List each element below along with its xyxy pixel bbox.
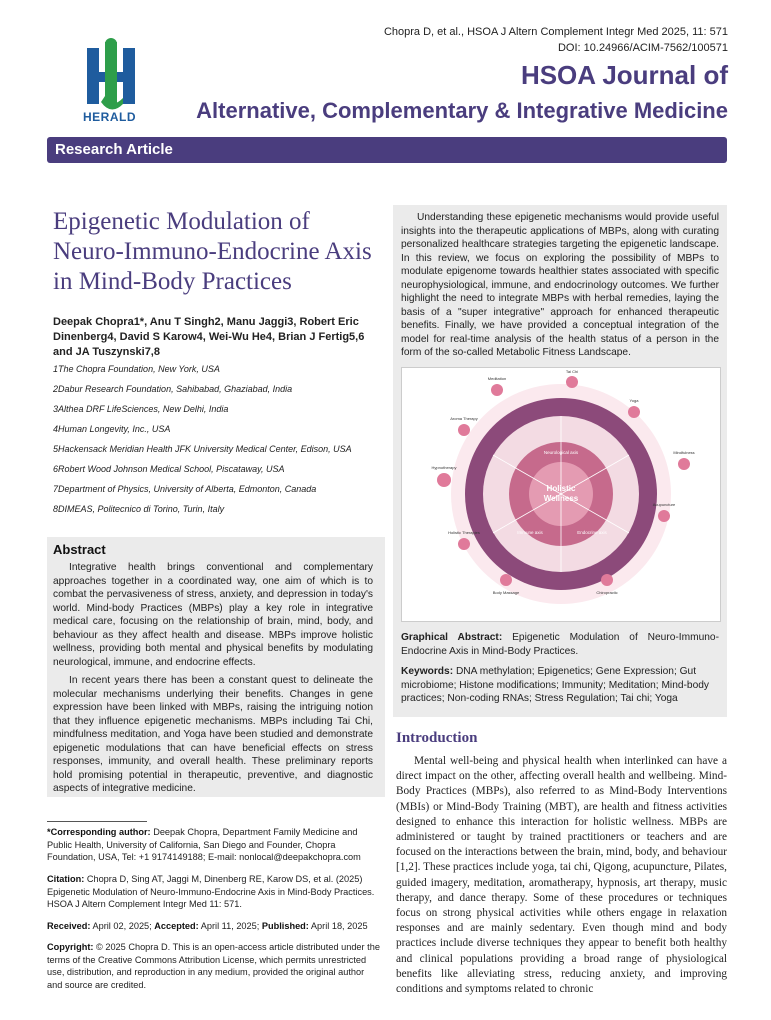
article-title: Epigenetic Modulation of Neuro-Immuno-Endocrine Axis in Mind-Body Practices — [53, 208, 372, 295]
affiliation: 5Hackensack Meridian Health JFK University Medical Center, Edison, USA — [53, 444, 352, 454]
practice-label: Body Massage — [492, 590, 520, 595]
graphical-abstract-text: Epigenetic Modulation of Neuro-Immuno-Endocrine Axis in Mind-Body Practices. — [401, 632, 719, 657]
received-date: April 02, 2025; — [92, 921, 152, 931]
corresponding-author — [47, 826, 380, 864]
affiliation: 3Althea DRF LifeSciences, New Delhi, India — [53, 404, 229, 414]
published-date: April 18, 2025 — [310, 921, 368, 931]
citation-line: Chopra D, et al., HSOA J Altern Complement Integr Med 2025, 11: 571 — [383, 26, 728, 38]
published-label: Published: — [261, 921, 309, 931]
citation-note — [47, 873, 380, 911]
graphical-abstract-caption — [401, 631, 719, 658]
doi-line[interactable]: DOI: 10.24966/ACIM-7562/100571 — [557, 42, 728, 54]
practice-label: Acupuncture — [652, 502, 676, 507]
affiliation: 2Dabur Research Foundation, Sahibabad, Ghaziabad, India — [53, 384, 293, 394]
corresponding-text: Deepak Chopra, Department Family Medicine and Public Health, University of California, San Diego and Founder, Chopra Foundation, USA, Tel: +1 9174149188; E-mail: nonlocal@deepakchopra.com — [47, 827, 361, 862]
graphical-abstract-figure — [401, 367, 721, 622]
citation-text: Chopra D, Sing AT, Jaggi M, Dinenberg RE, Karow DS, et al. (2025) Epigenetic Modulation of Neuro-Immuno-Endocrine Axis in Mind-Body Practices. HSOA J Altern Complement Integr Med 11: 571. — [47, 874, 375, 909]
authors: Deepak Chopra1*, Anu T Singh2, Manu Jaggi3, Robert Eric Dinenberg4, David S Karow4, Wei-Wu He4, Brian J Fertig5,6 and JA Tuszynski7,8 — [53, 316, 365, 358]
practice-label: Hypnotherapy — [431, 465, 457, 470]
citation-label: Citation: — [47, 874, 85, 884]
body-massage-icon — [500, 574, 512, 586]
keywords-label: Keywords: — [401, 666, 454, 677]
chiropractic-icon — [601, 574, 613, 586]
introduction-text: Mental well-being and physical health when interlinked can have a direct impact on the other, affecting overall health and wellbeing. Mind-Body Practices (MBPs), also referred to as Mind-Body Interventions (MBIs) or Mind-Body Training (MBT), are health and fitness activities designed to enhance this interaction for holistic wellness. MBPs are administered or taught by trained practitioners or teachers and are focused on the interactions between the brain, mind, body, and behaviour [1,2]. These practices include yoga, tai chi, Qigong, acupuncture, Pilates, guided imagery, meditation, aromatherapy, hypnosis, art therapy, music therapy, and dance therapy. Some of these procedures or techniques focus on strong physical activities while others engage in relaxation responses and are mainly sedentary. Even though mind and body practices include diverse techniques they appear to benefit both healthy and clinical populations providing a broad range of physiological benefits like alleviating stress, reducing anxiety, and improving conditions and symptoms related to chronic — [396, 755, 727, 996]
practice-label: Yoga — [629, 398, 639, 403]
meditation-icon — [491, 384, 503, 396]
axis-label-endocrine: Endocrine axis — [577, 530, 607, 535]
copyright-text: © 2025 Chopra D. This is an open-access article distributed under the terms of the Creative Commons Attribution License, which permits unrestricted use, distribution, and reproduction in any medium, provided the original author and source are credited. — [47, 942, 380, 990]
affiliation: 6Robert Wood Johnson Medical School, Piscataway, USA — [53, 464, 285, 474]
dates-line — [47, 920, 387, 933]
practice-label: Meditation — [487, 376, 507, 381]
mindfulness-icon — [678, 458, 690, 470]
axis-label-neuro: Neurological axis — [543, 450, 579, 455]
holistic-wellness-diagram — [402, 368, 720, 621]
yoga-icon — [628, 406, 640, 418]
copyright-note — [47, 941, 380, 991]
graphical-abstract-label: Graphical Abstract: — [401, 632, 503, 643]
footnote-divider — [47, 821, 147, 822]
accepted-date: April 11, 2025; — [200, 921, 260, 931]
practice-label: Tai Chi — [565, 369, 579, 374]
affiliation: 7Department of Physics, University of Alberta, Edmonton, Canada — [53, 484, 317, 494]
practice-label: Aroma Therapy — [450, 416, 478, 421]
introduction-heading: Introduction — [396, 730, 478, 746]
center-label-1: Holistic — [546, 484, 576, 493]
logo-text: HERALD — [83, 110, 136, 124]
affiliation: 8DIMEAS, Politecnico di Torino, Turin, Italy — [53, 504, 225, 514]
holistic-therapies-icon — [458, 538, 470, 550]
center-label-2: Wellness — [543, 494, 579, 503]
abstract-paragraph-1: Integrative health brings conventional and complementary approaches together in a coordinated way, one aim of which is to combat the pervasiveness of stress, anxiety, and depression in today's world. Mind-body Practices (MBPs) play a key role in integrative medical care, focusing on the relationship of brain, mind, body, and behaviour as they affect health and disease. MBPs improve holistic wellness, providing both mental and physical benefits by modulating neurological, immune, and endocrine effects. — [53, 562, 373, 668]
affiliation: 4Human Longevity, Inc., USA — [53, 424, 171, 434]
aroma-therapy-icon — [458, 424, 470, 436]
abstract-paragraph-3: Understanding these epigenetic mechanisms would provide useful insights into the therapeutic applications of MBPs, along with curating personalized healthcare strategies targeting the epigenetic landscape. In this review, we focus on exploring the possibility of MBPs to modulate epigenome towards healthier states associated with specific neurophysiological, immune, and endocrinology outcomes. We further highlight the need to integrate MBPs with herbal remedies, laying the basis of a "super integrative" approach for enhanced therapeutic benefits. Finally, we have provided a conceptual integration of the model for real-time analysis of the health status of a person in the form of the so-called Metabolic Fitness Landscape. — [401, 212, 719, 358]
axis-label-immune: Immune axis — [517, 530, 543, 535]
article-type-banner — [47, 137, 727, 163]
practice-label: Holistic Therapies — [448, 530, 480, 535]
practice-label: Mindfulness — [673, 450, 695, 455]
keywords-text: DNA methylation; Epigenetics; Gene Expression; Gut microbiome; Histone modifications; Immunity; Meditation; Mind-body practices; Non-coding RNAs; Stress Regulation; Tai chi; Yoga — [401, 666, 710, 704]
journal-name-line1: HSOA Journal of — [520, 60, 728, 90]
abstract-paragraph-2: In recent years there has been a constant quest to delineate the molecular mechanisms underlying their benefits. Changes in gene expression have been linked with MBPs, raising the intriguing notion that they influence epigenetic mechanisms. MBPs including Tai Chi, mindfulness meditation, and Yoga have been studied and demonstrate epigenetic modulations that can have beneficial effects on stress responses, immunity, and overall health. These preliminary reports hold promising potential in therapeutic, preventive, and diagnostic aspects of integrative medicine. — [53, 675, 373, 794]
article-type: Research Article — [55, 141, 173, 158]
accepted-label: Accepted: — [154, 921, 199, 931]
corresponding-label: *Corresponding author: — [47, 827, 151, 837]
herald-logo — [83, 38, 143, 126]
keywords — [401, 665, 719, 706]
practice-label: Chiropractic — [596, 590, 618, 595]
copyright-label: Copyright: — [47, 942, 94, 952]
received-label: Received: — [47, 921, 91, 931]
journal-name-line2: Alternative, Complementary & Integrative Medicine — [196, 98, 728, 123]
acupuncture-icon — [658, 510, 670, 522]
tai-chi-icon — [566, 376, 578, 388]
affiliation: 1The Chopra Foundation, New York, USA — [53, 364, 220, 374]
herald-logo-mark — [83, 38, 143, 110]
hypnotherapy-icon — [437, 473, 451, 487]
abstract-heading: Abstract — [53, 542, 106, 557]
